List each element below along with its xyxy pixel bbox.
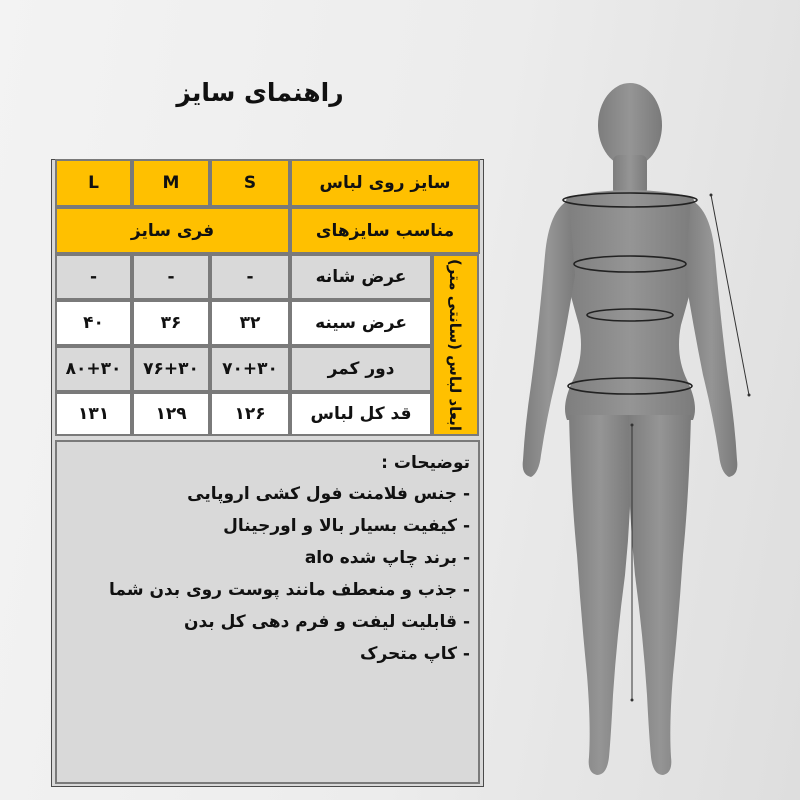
shoulder-label: عرض شانه (290, 254, 432, 300)
chest-l: ۴۰ (55, 300, 132, 346)
line-end-dot (748, 394, 751, 397)
shoulder-m: - (132, 254, 210, 300)
fit-label: مناسب سایزهای (290, 207, 480, 254)
line-end-dot (710, 194, 713, 197)
length-m: ۱۲۹ (132, 392, 210, 436)
shoulder-s: - (210, 254, 290, 300)
dimensions-side-text: ابعاد لباس (سانتی متر) (446, 258, 465, 432)
line-end-dot (631, 699, 634, 702)
note-item: - کیفیت بسیار بالا و اورجینال (223, 516, 470, 536)
note-item: - کاپ متحرک (360, 644, 470, 664)
shoulder-l: - (55, 254, 132, 300)
length-l: ۱۳۱ (55, 392, 132, 436)
page-title: راهنمای سایز (176, 78, 344, 107)
length-label: قد کل لباس (290, 392, 432, 436)
note-item: - جذب و منعطف مانند پوست روی بدن شما (109, 580, 470, 600)
length-s: ۱۲۶ (210, 392, 290, 436)
waist-m: ۷۶+۳۰ (132, 346, 210, 392)
chest-label: عرض سینه (290, 300, 432, 346)
fit-value: فری سایز (55, 207, 290, 254)
waist-label: دور کمر (290, 346, 432, 392)
note-item: - جنس فلامنت فول کشی اروپایی (187, 484, 470, 504)
notes-box (55, 440, 480, 784)
waist-l: ۸۰+۳۰ (55, 346, 132, 392)
size-header-l: L (55, 159, 132, 207)
dimensions-side-label (432, 254, 479, 436)
size-header-m: M (132, 159, 210, 207)
waist-s: ۷۰+۳۰ (210, 346, 290, 392)
note-item: - برند چاپ شده alo (304, 548, 470, 568)
note-item: - قابلیت لیفت و فرم دهی کل بدن (183, 612, 470, 632)
size-header-label: سایز روی لباس (290, 159, 480, 207)
notes-title: توضیحات : (381, 453, 470, 473)
line-end-dot (631, 424, 634, 427)
female-body-silhouette-icon (505, 75, 765, 795)
chest-m: ۳۶ (132, 300, 210, 346)
body-shape (523, 83, 738, 775)
chest-s: ۳۲ (210, 300, 290, 346)
size-header-s: S (210, 159, 290, 207)
